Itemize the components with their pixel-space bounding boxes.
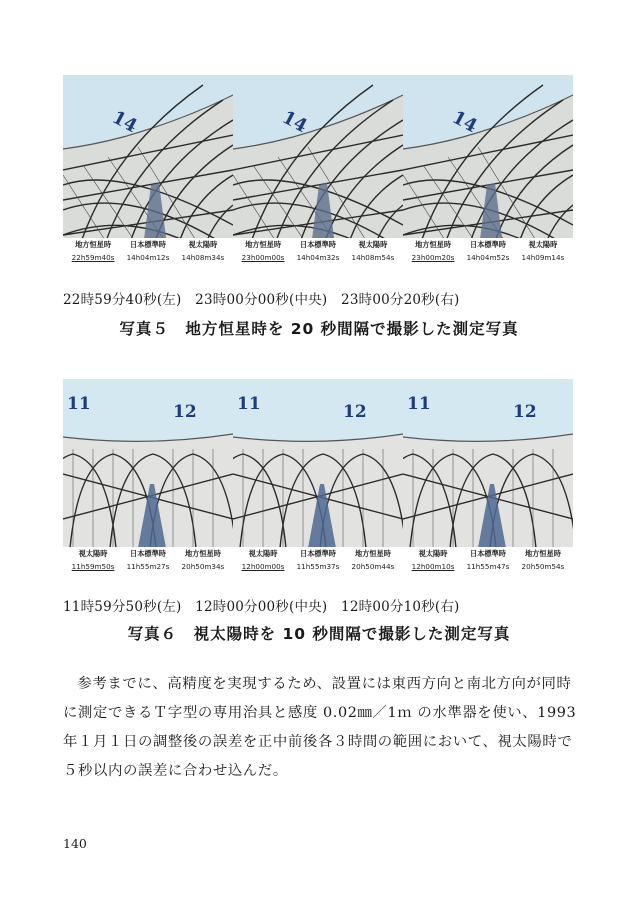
body-paragraph (63, 670, 577, 786)
photo5-time-caption: 22時59分40秒(左) 23時00分00秒(中央) 23時00分20秒(右) (63, 292, 460, 308)
photo6-center: 11 12 視太陽時 日本標準時 地方恒星時 12h00m00s 11h55m37s 20h50m44s (233, 379, 403, 577)
svg-text:12: 12 (343, 402, 367, 422)
svg-text:14: 14 (448, 106, 481, 138)
photo5-center: 14 地方恒星時 日本標準時 視太陽時 23h00m00s 14h04m32s 14h08m54s (233, 75, 403, 268)
photo6-time-caption: 11時59分50秒(左) 12時00分00秒(中央) 12時00分10秒(右) (63, 599, 460, 615)
svg-text:14: 14 (278, 106, 311, 138)
svg-text:12: 12 (173, 402, 197, 422)
photo5-right: 14 地方恒星時 日本標準時 視太陽時 23h00m20s 14h04m52s 14h09m14s (403, 75, 573, 268)
svg-text:14: 14 (108, 106, 141, 138)
body-paragraph-text: 参考までに、高精度を実現するため、設置には東西方向と南北方向が同時に測定できるＴ字型の専用治具と感度 0.02㎜／1ｍ の水準器を使い、1993 年１月１日の調整後の誤差を正中前後各３時間の範囲において、視太陽時で５秒以内の誤差に合わせ込んだ。 (63, 676, 577, 779)
page-number: 140 (63, 836, 87, 851)
photo6-right: 11 12 視太陽時 日本標準時 地方恒星時 12h00m10s 11h55m47s 20h50m54s (403, 379, 573, 577)
photo5-title: 写真５ 地方恒星時を 20 秒間隔で撮影した測定写真 (119, 320, 519, 338)
photo5-row (63, 75, 575, 268)
photo6-title: 写真６ 視太陽時を 10 秒間隔で撮影した測定写真 (127, 625, 511, 643)
photo6-row (63, 379, 575, 577)
svg-text:12: 12 (513, 402, 537, 422)
photo6-left: 11 12 視太陽時 日本標準時 地方恒星時 11h59m50s 11h55m27s 20h50m34s (63, 379, 233, 577)
svg-text:11: 11 (67, 394, 91, 414)
svg-text:11: 11 (237, 394, 261, 414)
photo5-left: 14 地方恒星時 日本標準時 視太陽時 22h59m40s 14h04m12s 14h08m34s (63, 75, 233, 268)
svg-text:11: 11 (407, 394, 431, 414)
